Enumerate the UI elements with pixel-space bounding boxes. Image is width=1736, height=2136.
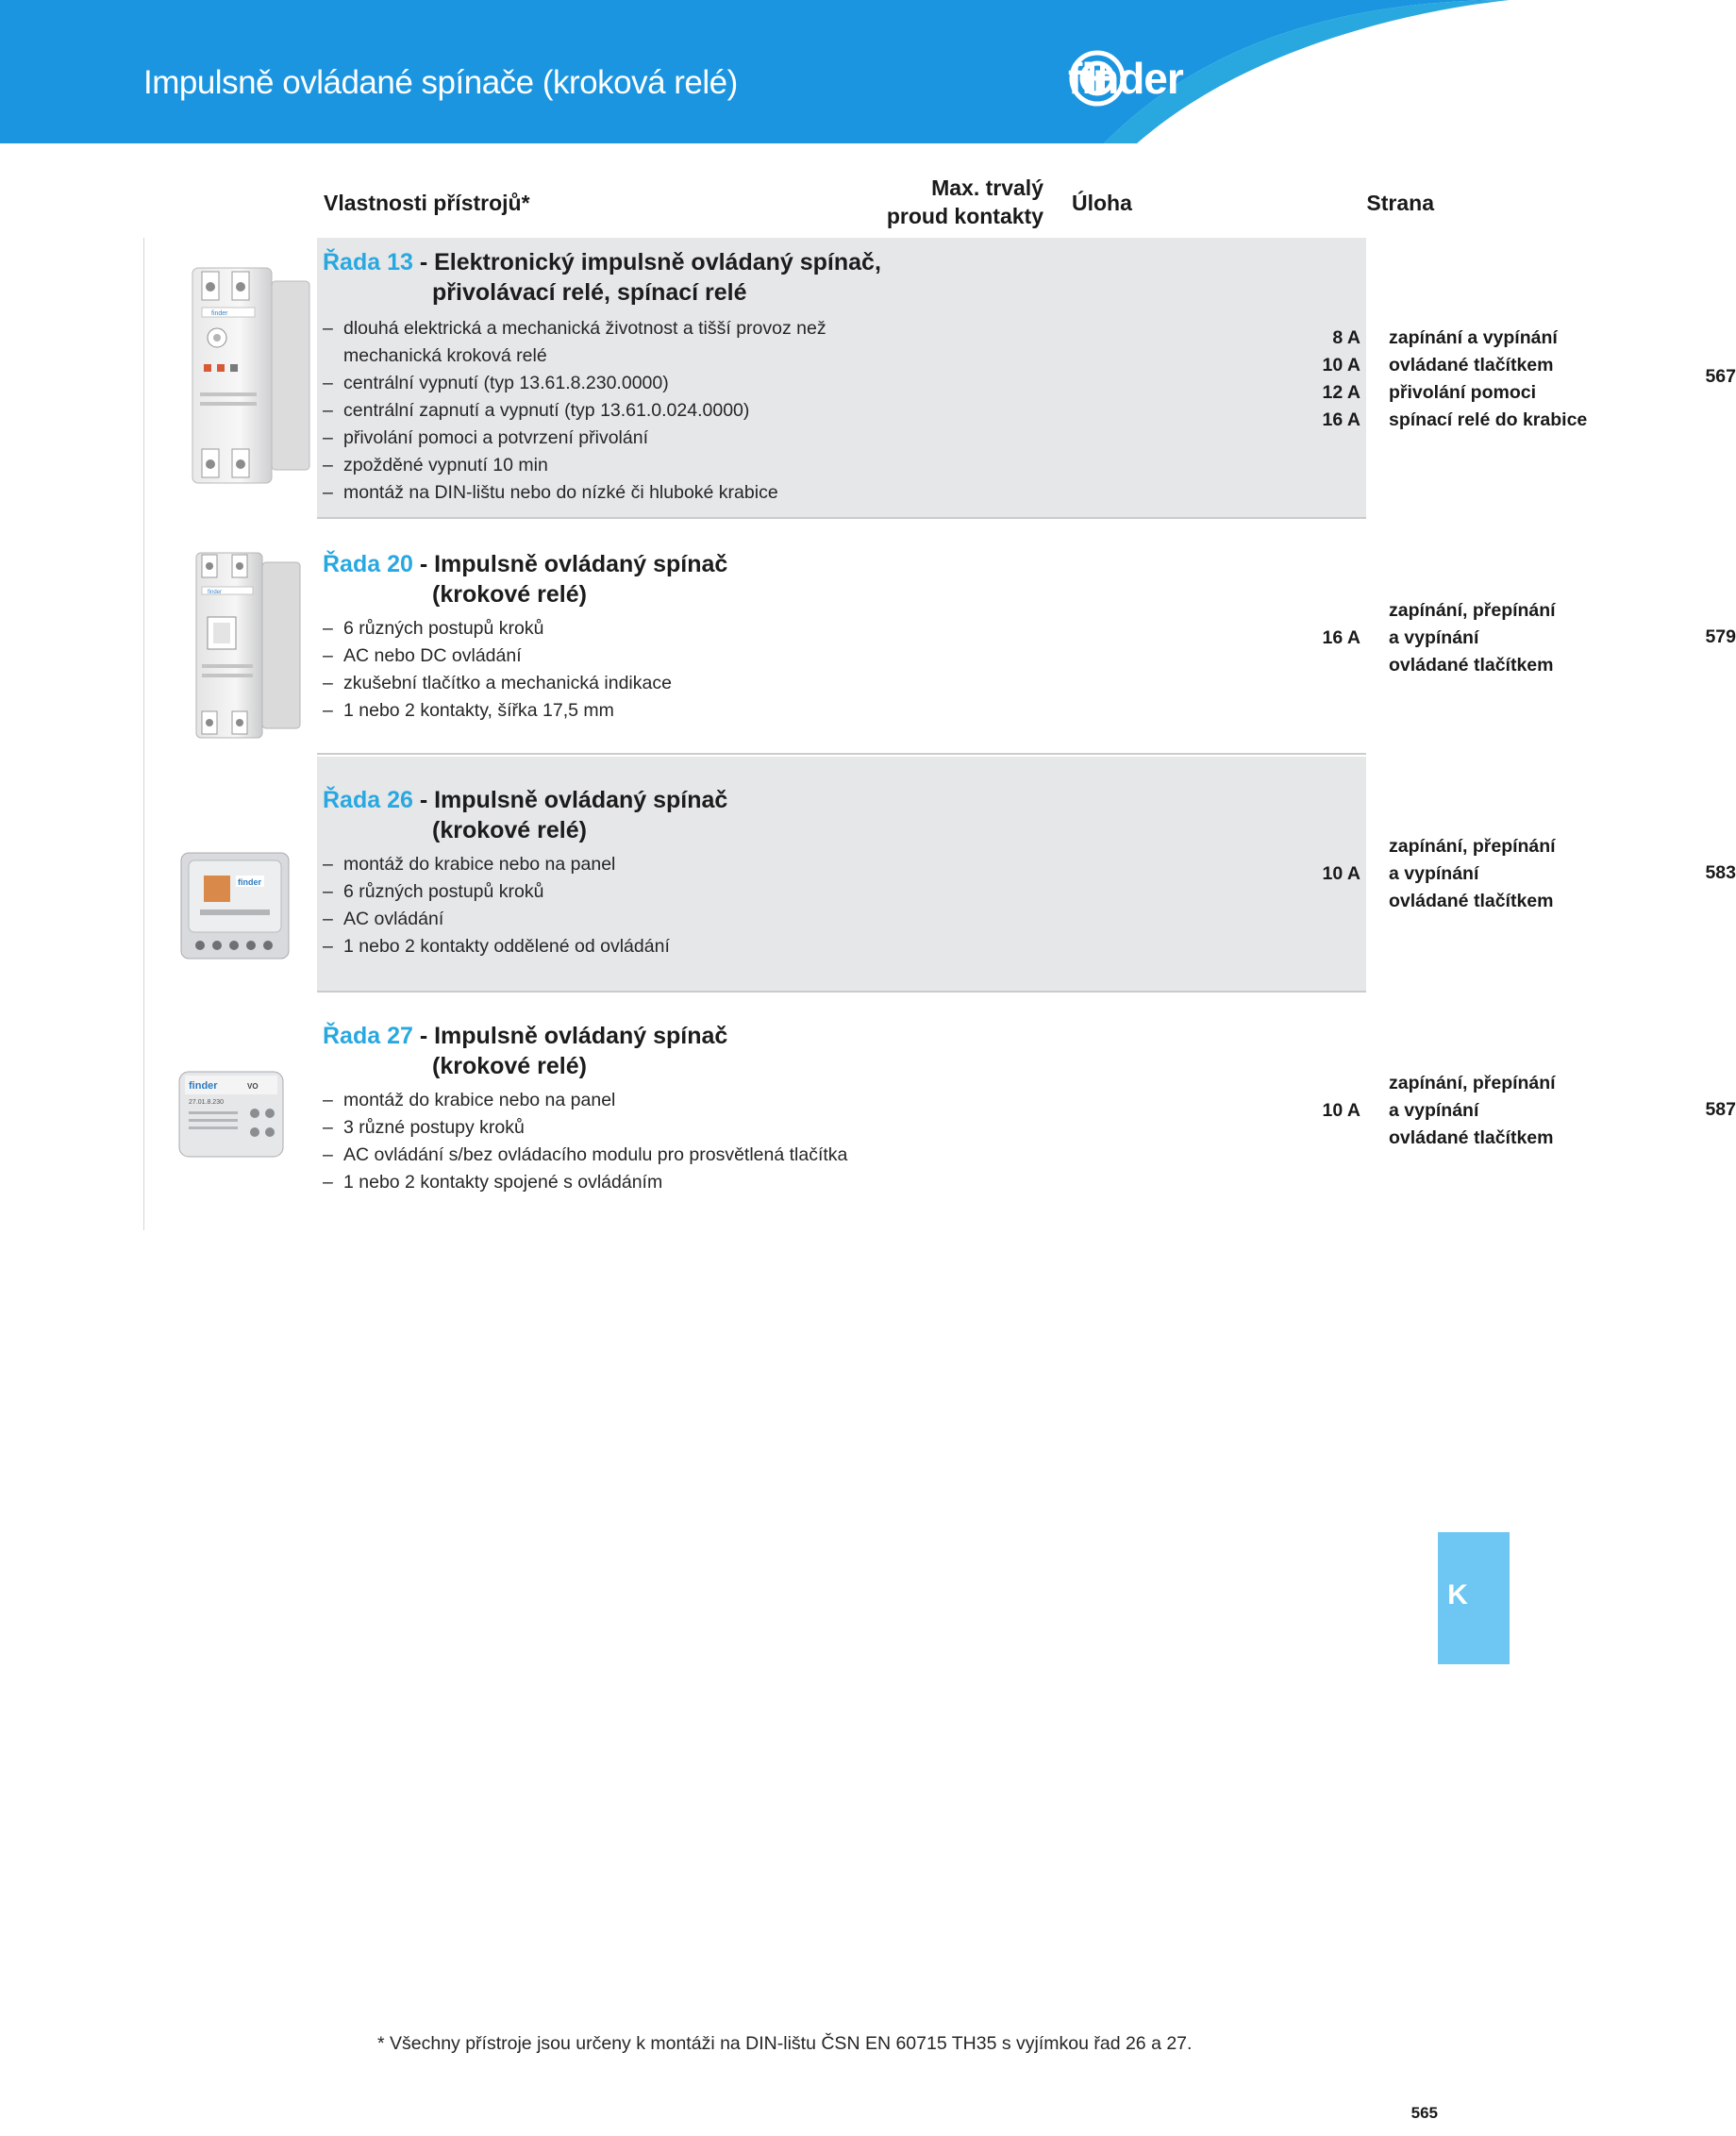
series-26-tasks [1389,833,1556,915]
column-header-page: Strana [1366,191,1434,215]
current-value: 16 A [1322,409,1360,430]
feature-item: – 6 různých postupů kroků [323,618,544,639]
feature-item: – 6 různých postupů kroků [323,881,544,902]
feature-item: – 1 nebo 2 kontakty, šířka 17,5 mm [323,700,614,721]
column-header-current-line1: Max. trvalý [931,175,1043,200]
task-line: a vypínání [1389,863,1479,884]
current-value: 10 A [1322,1100,1360,1121]
task-line: spínací relé do krabice [1389,409,1588,430]
feature-item: – dlouhá elektrická a mechanická životnost a tišší provoz než [323,318,826,339]
footnote: * Všechny přístroje jsou určeny k montáži na DIN-lištu ČSN EN 60715 TH35 s vyjímkou řad 26 a 27. [377,2033,1193,2054]
feature-item: – montáž na DIN-lištu nebo do nízké či hluboké krabice [323,482,778,503]
series-26-currents [1147,860,1360,888]
svg-text:finder: finder [238,877,262,887]
task-line: zapínání, přepínání [1389,1073,1556,1093]
svg-text:27.01.8.230: 27.01.8.230 [189,1099,224,1106]
series-26-subtitle: (krokové relé) [432,817,587,843]
series-20-tasks [1389,597,1556,679]
series-20-subtitle: (krokové relé) [432,581,587,608]
feature-item: – montáž do krabice nebo na panel [323,854,616,875]
task-line: zapínání, přepínání [1389,836,1556,857]
series-26-block [317,757,1736,993]
feature-item: – 1 nebo 2 kontakty spojené s ovládáním [323,1172,663,1193]
series-27-block [317,994,1736,1230]
task-line: zapínání, přepínání [1389,600,1556,621]
series-20-product-image [187,551,311,740]
series-13-features [323,315,826,507]
series-26-page-link[interactable]: 583 [1705,862,1736,883]
current-value: 16 A [1322,627,1360,648]
column-header-properties: Vlastnosti přístrojů* [324,191,530,215]
series-27-title [323,1021,727,1051]
svg-text:finder: finder [211,310,228,317]
task-line: přivolání pomoci [1389,382,1537,403]
series-20-currents [1147,625,1360,652]
current-value: 8 A [1332,327,1360,348]
header-band [0,0,1510,143]
task-line: ovládané tlačítkem [1389,891,1554,911]
series-26-product-image [177,847,294,964]
series-13-product-image [175,264,317,487]
feature-item: – AC ovládání [323,909,444,929]
series-13-subtitle: přivolávací relé, spínací relé [432,279,747,306]
series-26-label: Řada 26 [323,787,413,813]
series-divider [317,517,1366,519]
series-27-title-text: - Impulsně ovládaný spínač [412,1023,728,1049]
series-divider [317,753,1366,755]
series-26-title-text: - Impulsně ovládaný spínač [412,787,728,813]
series-13-label: Řada 13 [323,249,413,275]
task-line: a vypínání [1389,627,1479,648]
feature-item: – AC nebo DC ovládání [323,645,522,666]
page-title: Impulsně ovládané spínače (kroková relé) [143,64,738,101]
series-13-title [323,247,881,277]
column-header-task: Úloha [1072,191,1132,215]
series-divider [317,991,1366,993]
series-13-page-link[interactable]: 567 [1705,366,1736,387]
series-26-title [323,785,727,815]
current-value: 10 A [1322,863,1360,884]
series-27-page-link[interactable]: 587 [1705,1099,1736,1120]
series-27-tasks [1389,1070,1556,1152]
feature-item-continuation: mechanická kroková relé [343,345,547,366]
series-13-title-text: - Elektronický impulsně ovládaný spínač, [412,249,881,275]
series-27-currents [1147,1097,1360,1125]
svg-text:finder: finder [208,590,223,595]
task-line: ovládané tlačítkem [1389,355,1554,375]
series-26-features [323,851,670,960]
finder-logo-wordmark: finder [1068,54,1183,103]
column-header-current-line2: proud kontakty [886,204,1043,228]
feature-item: – AC ovládání s/bez ovládacího modulu pro prosvětlená tlačítka [323,1144,848,1165]
feature-item: – přivolání pomoci a potvrzení přivolání [323,427,648,448]
feature-item: – zkušební tlačítko a mechanická indikace [323,673,672,693]
column-header-current [830,174,1043,230]
series-27-subtitle: (krokové relé) [432,1053,587,1079]
task-line: ovládané tlačítkem [1389,655,1554,676]
task-line: a vypínání [1389,1100,1479,1121]
feature-item: – centrální vypnutí (typ 13.61.8.230.0000) [323,373,669,393]
series-20-features [323,615,672,725]
svg-text:finder: finder [189,1080,218,1092]
finder-logo [1068,49,1183,111]
svg-text:VO: VO [247,1082,259,1091]
series-27-features [323,1087,847,1196]
series-27-product-image [175,1066,289,1164]
feature-item: – 1 nebo 2 kontakty oddělené od ovládání [323,936,670,957]
current-value: 10 A [1322,355,1360,375]
page-number: 565 [1410,2104,1438,2122]
task-line: zapínání a vypínání [1389,327,1558,348]
feature-item: – montáž do krabice nebo na panel [323,1090,616,1110]
series-13-block [317,238,1736,519]
task-line: ovládané tlačítkem [1389,1127,1554,1148]
current-value: 12 A [1322,382,1360,403]
section-tab-label: K [1447,1579,1468,1610]
feature-item: – zpožděné vypnutí 10 min [323,455,548,476]
series-20-page-link[interactable]: 579 [1705,626,1736,647]
series-13-tasks [1389,325,1587,434]
series-13-currents [1147,325,1360,434]
series-27-label: Řada 27 [323,1023,413,1049]
series-20-label: Řada 20 [323,551,413,577]
left-rule [143,238,144,1230]
feature-item: – centrální zapnutí a vypnutí (typ 13.61.0.024.0000) [323,400,750,421]
feature-item: – 3 různé postupy kroků [323,1117,525,1138]
series-20-title-text: - Impulsně ovládaný spínač [412,551,728,577]
series-20-block [317,521,1736,755]
section-tab-k[interactable] [1438,1532,1510,1664]
series-20-title [323,549,727,579]
